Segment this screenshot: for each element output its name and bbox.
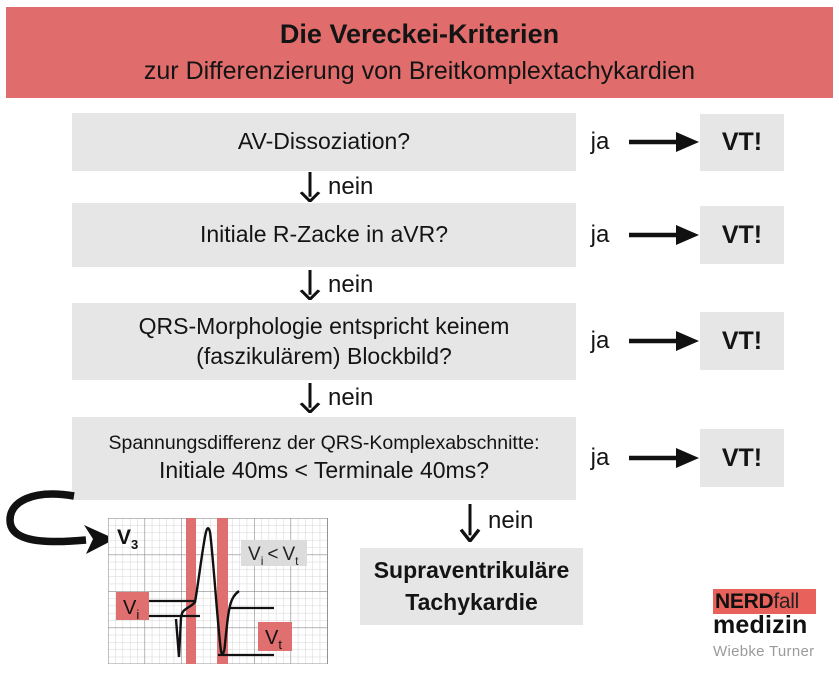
right-arrow-icon-3 (628, 328, 700, 354)
no-label-2: nein (328, 271, 374, 298)
vt-result-box-2: VT! (700, 206, 784, 264)
result-text-line1: Supraventrikuläre (373, 557, 570, 584)
vi-tag-label: $V_i$ (123, 597, 140, 622)
page-title: Die Vereckei-Kriterien (279, 19, 560, 49)
vt-tag-label: $V_t$ (265, 627, 282, 652)
no-label-3: nein (328, 384, 374, 411)
question-text: Initiale R-Zacke in aVR? (200, 221, 448, 248)
question-text-line2: Initiale 40ms < Terminale 40ms? (158, 457, 490, 484)
down-arrow-icon-3 (298, 383, 322, 413)
result-text-line2: Tachykardie (405, 588, 538, 615)
question-text-line2: (faszikulärem) Blockbild? (196, 342, 452, 369)
right-arrow-icon-2 (628, 222, 700, 248)
question-box-spannungsdifferenz (72, 417, 576, 500)
down-arrow-icon-2 (298, 270, 322, 300)
curved-arrow-icon (2, 488, 120, 560)
yes-label-4: ja (590, 444, 610, 471)
down-arrow-icon-4 (458, 504, 482, 542)
right-arrow-icon-4 (628, 445, 700, 471)
ecg-example-image (108, 518, 328, 664)
logo-brand-light: fall (773, 589, 799, 613)
right-arrow-icon-1 (628, 129, 700, 155)
no-label-1: nein (328, 173, 374, 200)
yes-label-1: ja (590, 128, 610, 155)
vt-result-box-4: VT! (700, 429, 784, 487)
logo-brand-strong: NERD (715, 589, 774, 613)
no-label-4: nein (488, 507, 534, 534)
logo-brand-second-line: medizin (713, 611, 808, 639)
question-text-line1: Spannungsdifferenz der QRS-Komplexabschnitte: (108, 431, 540, 454)
question-box-r-zacke-avr (72, 203, 576, 267)
ecg-lead-label: $V_3$ (117, 526, 139, 552)
header-banner (6, 7, 833, 98)
vt-result-box-3: VT! (700, 312, 784, 370)
yes-label-3: ja (590, 327, 610, 354)
question-box-qrs-morphologie (72, 303, 576, 380)
yes-label-2: ja (590, 221, 610, 248)
question-box-av-dissoziation (72, 113, 576, 171)
comparison-label: $V_i < V_t$ (248, 544, 299, 568)
ecg-initial-40ms-band (186, 518, 196, 664)
page-subtitle: zur Differenzierung von Breitkomplextachykardien (143, 56, 696, 85)
result-box-svt (360, 548, 583, 625)
vt-result-box-1: VT! (700, 114, 784, 171)
question-text: AV-Dissoziation? (237, 128, 411, 155)
down-arrow-icon-1 (298, 172, 322, 202)
logo-author: Wiebke Turner (713, 643, 815, 660)
question-text-line1: QRS-Morphologie entspricht keinem (138, 312, 510, 339)
